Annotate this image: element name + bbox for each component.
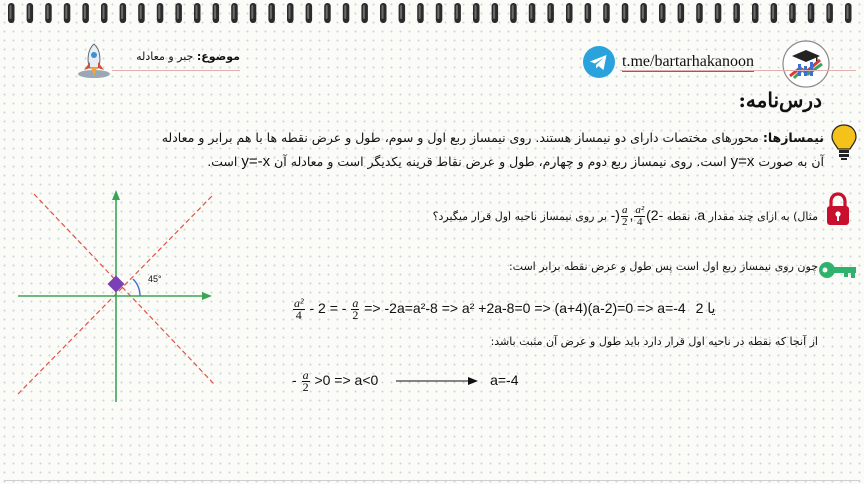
x-axis-arrow-icon (202, 292, 212, 300)
implies-arrow-icon (396, 376, 478, 386)
lesson-title: درس‌نامه: (738, 88, 822, 112)
final-frac-a-over-2 (302, 367, 310, 394)
example-text-b: ، نقطه (666, 210, 698, 223)
y-axis-arrow-icon (112, 190, 120, 200)
bisector-line-y-x (18, 196, 212, 394)
eq-frac-a-over-2 (351, 295, 359, 322)
example-point (611, 204, 664, 228)
rocket-icon (74, 40, 114, 80)
topic-underline (112, 70, 240, 71)
frac-num: a (352, 295, 359, 310)
positivity-note: از آنجا که نقطه در ناحیه اول قرار دارد باید طول و عرض آن مثبت باشد: (490, 335, 818, 348)
final-prefix: - (292, 372, 297, 388)
page-bottom-line (4, 480, 860, 481)
definition-line-1 (104, 126, 824, 150)
example-text-c: بر روی نیمساز ناحیه اول قرار میگیرد؟ (432, 210, 608, 223)
point-comma: , (629, 207, 634, 223)
example-text-a: به ازای چند مقدار (708, 210, 790, 223)
frac-num: a² (294, 295, 304, 310)
final-result: a=-4 (490, 372, 519, 388)
equation-y-equals-x: y=x (730, 153, 755, 170)
solution-equation (292, 288, 715, 328)
eq-rest: => -2a=a²-8 => a² +2a-8=0 => (a+4)(a-2)=0 => a=-4 (364, 300, 686, 316)
definition-text-2c: است. (207, 154, 238, 169)
lock-icon (824, 192, 852, 228)
final-inference (292, 360, 519, 400)
definition-line-2 (104, 150, 824, 174)
telegram-link[interactable]: t.me/bartarhakanoon (622, 53, 754, 70)
header-underline (620, 70, 856, 71)
point-frac-a2-over-4 (634, 205, 645, 228)
point-open: (2- (646, 207, 664, 223)
point-close: -) (610, 207, 620, 223)
channel-logo-icon (780, 38, 832, 90)
lightbulb-icon (830, 122, 858, 162)
equation-y-equals-minus-x: y=-x (241, 153, 271, 170)
example-var-a: a (697, 207, 706, 223)
frac-den: 2 (302, 379, 309, 394)
topic-value: جبر و معادله (136, 50, 194, 63)
frac-num: a (302, 367, 309, 382)
notebook-binding-rings (0, 0, 864, 28)
frac-den: 4 (295, 307, 302, 322)
bisector-line-y-minus-x (34, 194, 214, 384)
angle-label: 45° (148, 274, 162, 284)
key-icon (818, 260, 858, 280)
example-question (433, 204, 818, 228)
final-mid: >0 => a<0 (314, 372, 379, 388)
frac-den: 2 (621, 215, 628, 228)
definition-text-2b: است. روی نیمساز ربع دوم و چهارم، طول و عرض نقاط قرینه یکدیگر است و معادله آن (274, 154, 727, 169)
bisector-graph (16, 188, 216, 404)
solution-intro: چون روی نیمساز ربع اول است پس طول و عرض نقطه برابر است: (508, 260, 818, 273)
telegram-icon[interactable] (582, 45, 616, 79)
eq-frac-a2-over-4 (293, 295, 305, 322)
frac-num: a² (635, 203, 645, 216)
example-label: مثال) (793, 210, 818, 223)
eq-tail: یا 2 (695, 300, 716, 316)
topic-heading (112, 50, 240, 70)
frac-den: 2 (352, 307, 359, 322)
angle-arc (133, 279, 140, 296)
definition-text-1: محورهای مختصات دارای دو نیمساز هستند. روی نیمساز ربع اول و سوم، طول و عرض نقطه ها با هم برابر و معادله (161, 130, 759, 145)
frac-den: 4 (636, 215, 643, 228)
topic-label: موضوع: (196, 50, 240, 63)
point-frac-a-over-2 (621, 205, 629, 228)
definition-text-2a: آن به صورت (758, 154, 824, 169)
definition-term: نیمسازها: (762, 130, 824, 145)
origin-marker (108, 276, 125, 293)
definition-paragraph (104, 126, 824, 174)
eq-mid: - 2 = - (309, 300, 347, 316)
frac-num: a (621, 203, 628, 216)
